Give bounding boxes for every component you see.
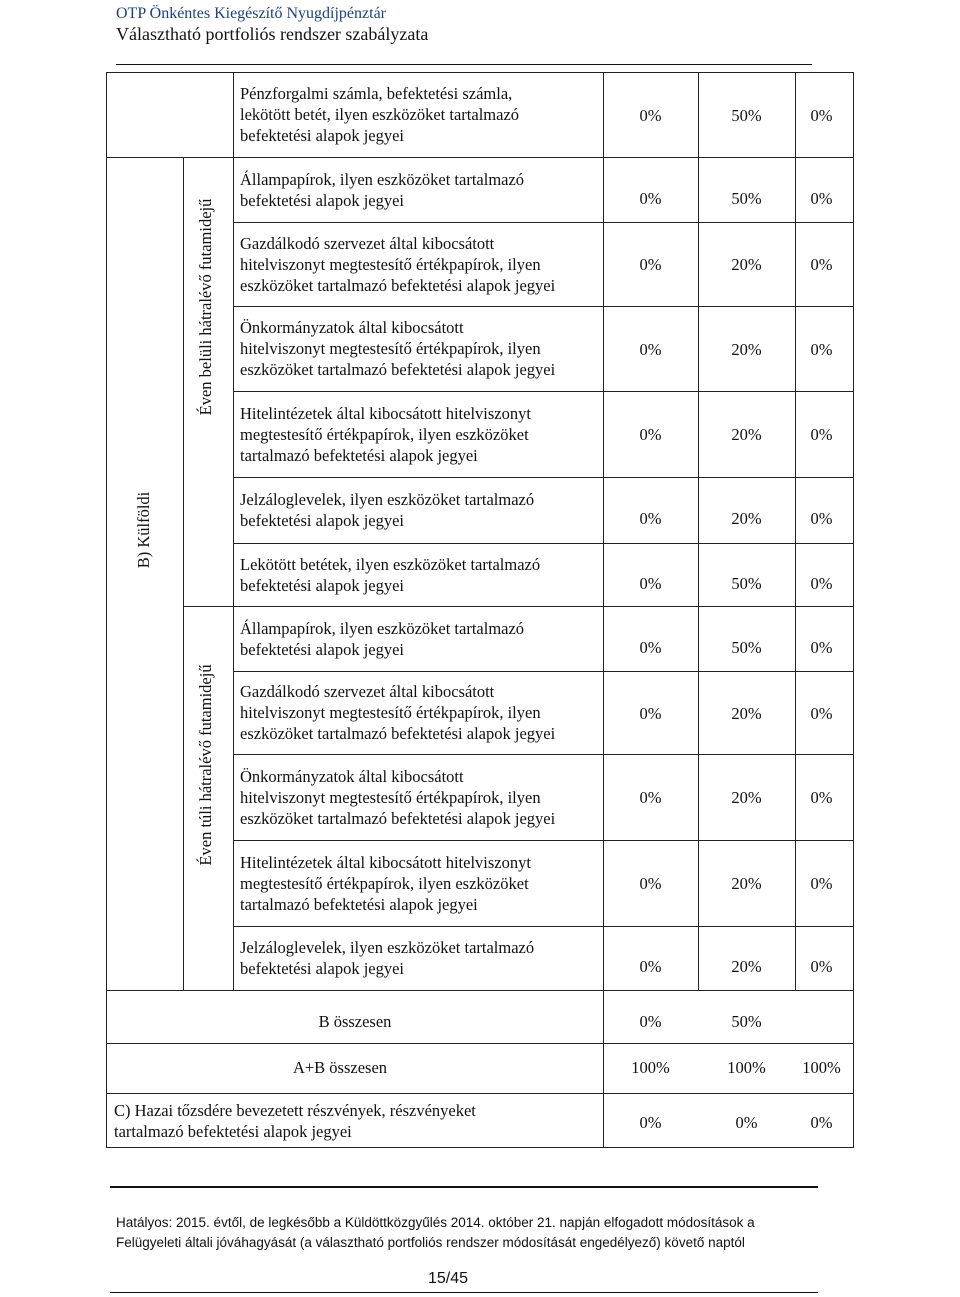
limit-p2: 20%: [731, 425, 762, 444]
asset-description: [240, 754, 602, 840]
asset-description-text: [240, 618, 524, 660]
limit-p2: 20%: [731, 957, 762, 976]
asset-description: [240, 926, 602, 990]
description-line: Hitelintézetek által kibocsátott hitelviszonyt: [240, 852, 531, 872]
limit-p1: 0%: [639, 957, 662, 976]
b-total-p1: 0%: [639, 1012, 662, 1031]
asset-description: [240, 72, 602, 157]
asset-description-text: [240, 83, 519, 146]
description-line: Gazdálkodó szervezet által kibocsátott: [240, 682, 495, 701]
limit-p2: 20%: [731, 874, 762, 893]
asset-description: [240, 840, 602, 926]
description-line: eszközöket tartalmazó befektetési alapok jegyei: [240, 808, 556, 828]
limit-p1: 0%: [639, 637, 662, 657]
limit-p2: 50%: [731, 637, 762, 657]
asset-description-text: [240, 681, 555, 744]
asset-description: [240, 157, 602, 222]
limit-p2: 50%: [731, 188, 762, 208]
limit-p1: 0%: [639, 874, 662, 893]
limit-p1: 0%: [639, 188, 662, 208]
description-line: befektetési alapok jegyei: [240, 126, 405, 145]
description-line: Pénzforgalmi számla, befektetési számla,: [240, 84, 513, 103]
limit-p2: 50%: [731, 105, 762, 125]
description-line: Lekötött betétek, ilyen eszközöket tartalmazó: [240, 554, 541, 574]
group-label-within-year: Éven belüli hátralévő futamidejű: [196, 198, 215, 416]
limit-p1: 0%: [639, 425, 662, 444]
limit-p3: 0%: [810, 509, 833, 528]
limit-p3: 0%: [810, 188, 833, 208]
limit-p2: 20%: [731, 703, 762, 723]
description-line: Gazdálkodó szervezet által kibocsátott: [240, 233, 495, 253]
c-row-description-text: [114, 1100, 476, 1142]
limit-p2: 20%: [731, 509, 762, 528]
description-line: hitelviszonyt megtestesítő értékpapírok, ilyen: [240, 254, 541, 274]
description-line: eszközöket tartalmazó befektetési alapok jegyei: [240, 724, 556, 743]
limit-p1: 0%: [639, 339, 662, 359]
header-rule: [116, 64, 812, 65]
description-line: befektetési alapok jegyei: [240, 959, 405, 978]
description-line: hitelviszonyt megtestesítő értékpapírok, ilyen: [240, 703, 541, 722]
pct-col-divider-2: [795, 72, 796, 990]
asset-description-text: [240, 489, 534, 531]
description-line: befektetési alapok jegyei: [240, 575, 405, 595]
description-line: befektetési alapok jegyei: [240, 190, 405, 210]
limit-p3: 0%: [810, 425, 833, 444]
description-line: hitelviszonyt megtestesítő értékpapírok, ilyen: [240, 339, 541, 358]
c-row-description: [114, 1093, 594, 1148]
description-line: Jelzáloglevelek, ilyen eszközöket tartalmazó: [240, 490, 535, 509]
limit-p2: 20%: [731, 788, 762, 807]
page-number: 15/45: [428, 1270, 469, 1287]
row-divider: [106, 1043, 854, 1044]
asset-description: [240, 606, 602, 671]
c-row-p3: 0%: [810, 1113, 833, 1132]
limit-p1: 0%: [639, 703, 662, 723]
group-col-divider: [183, 157, 184, 990]
description-line: befektetési alapok jegyei: [240, 639, 405, 659]
header-title: Választható portfoliós rendszer szabályzata: [116, 24, 429, 44]
limit-p3: 0%: [810, 255, 833, 274]
b-total-p2: 50%: [731, 1012, 762, 1031]
description-line: Állampapírok, ilyen eszközöket tartalmazó: [240, 169, 525, 189]
asset-description-text: [240, 317, 555, 380]
description-line: tartalmazó befektetési alapok jegyei: [240, 894, 478, 914]
description-line: tartalmazó befektetési alapok jegyei: [240, 445, 478, 465]
description-line: eszközöket tartalmazó befektetési alapok jegyei: [240, 360, 556, 379]
limit-p1: 0%: [639, 255, 662, 274]
c-row-p1: 0%: [639, 1113, 662, 1132]
limit-p1: 0%: [639, 105, 662, 125]
footer-effective-line2: Felügyeleti általi jóváhagyását (a választható portfoliós rendszer módosítását engedélyező) követő naptól: [116, 1235, 745, 1250]
description-line: hitelviszonyt megtestesítő értékpapírok, ilyen: [240, 787, 541, 807]
asset-description: [240, 391, 602, 477]
asset-description: [240, 543, 602, 606]
footer-rule: [110, 1186, 818, 1188]
description-line: Állampapírok, ilyen eszközöket tartalmazó: [240, 618, 525, 638]
ab-total-p2: 100%: [727, 1058, 766, 1077]
asset-description: [240, 671, 602, 754]
group-label-beyond-year: Éven túli hátralévő futamidejű: [196, 664, 215, 866]
ab-total-p1: 100%: [631, 1058, 670, 1077]
asset-description-text: [240, 766, 555, 829]
header-org: OTP Önkéntes Kiegészítő Nyugdíjpénztár: [116, 5, 387, 22]
limit-p3: 0%: [810, 105, 833, 125]
limit-p3: 0%: [810, 874, 833, 893]
limit-p3: 0%: [810, 637, 833, 657]
asset-description-text: [240, 937, 534, 979]
footer-effective-line1: Hatályos: 2015. évtől, de legkésőbb a Küldöttközgyűlés 2014. október 21. napján elfogadott módosítások a: [116, 1215, 755, 1230]
asset-description-text: [240, 852, 531, 915]
description-line: megtestesítő értékpapírok, ilyen eszközöket: [240, 873, 529, 893]
limit-p3: 0%: [810, 339, 833, 359]
description-line: C) Hazai tőzsdére bevezetett részvények, részvényeket: [114, 1100, 476, 1120]
limit-p3: 0%: [810, 573, 833, 593]
asset-description: [240, 306, 602, 391]
asset-description-text: [240, 403, 531, 466]
limit-p2: 20%: [731, 255, 762, 274]
limit-p1: 0%: [639, 573, 662, 593]
page-number-rule: [110, 1292, 818, 1293]
asset-description-text: [240, 169, 524, 211]
pct-col-divider-1: [698, 72, 699, 990]
limit-p3: 0%: [810, 703, 833, 723]
limit-p3: 0%: [810, 788, 833, 807]
description-line: Jelzáloglevelek, ilyen eszközöket tartalmazó: [240, 938, 535, 957]
group-label-foreign: B) Külföldi: [134, 491, 153, 569]
description-line: lekötött betét, ilyen eszközöket tartalmazó: [240, 105, 520, 124]
description-line: Hitelintézetek által kibocsátott hitelviszonyt: [240, 403, 531, 423]
limit-p2: 50%: [731, 573, 762, 593]
description-line: tartalmazó befektetési alapok jegyei: [114, 1121, 352, 1141]
b-total-label: B összesen: [318, 1012, 392, 1031]
limit-p3: 0%: [810, 957, 833, 976]
limit-p1: 0%: [639, 788, 662, 807]
description-line: Önkormányzatok által kibocsátott: [240, 318, 464, 337]
limit-p2: 20%: [731, 339, 762, 359]
limit-p1: 0%: [639, 509, 662, 528]
description-line: megtestesítő értékpapírok, ilyen eszközöket: [240, 424, 529, 444]
asset-description-text: [240, 233, 555, 296]
desc-col-left-divider: [233, 72, 234, 990]
c-row-p2: 0%: [735, 1113, 758, 1132]
asset-description: [240, 222, 602, 306]
row-divider: [106, 990, 854, 991]
ab-total-label: A+B összesen: [292, 1058, 388, 1077]
description-line: Önkormányzatok által kibocsátott: [240, 766, 464, 786]
ab-total-p3: 100%: [802, 1058, 841, 1077]
asset-description: [240, 477, 602, 543]
desc-col-right-divider: [603, 72, 604, 1148]
asset-description-text: [240, 554, 540, 596]
description-line: befektetési alapok jegyei: [240, 511, 405, 530]
description-line: eszközöket tartalmazó befektetési alapok jegyei: [240, 275, 556, 295]
